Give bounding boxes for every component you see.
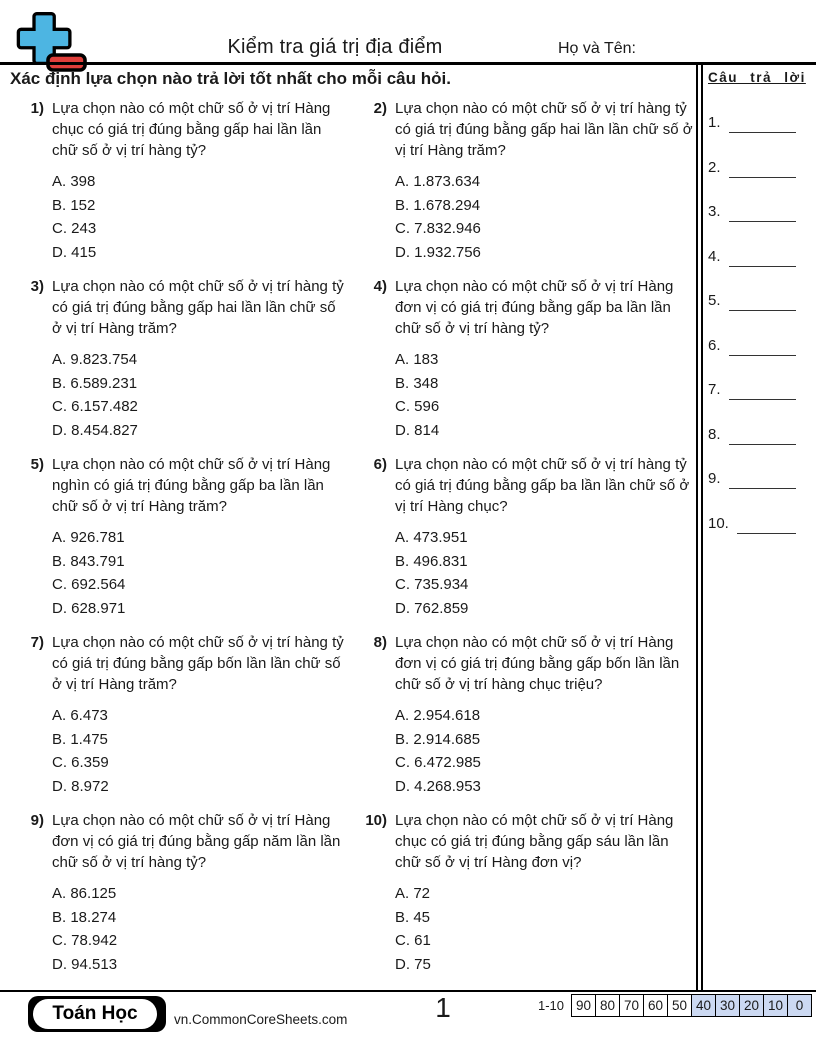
score-cell-60: 60 — [643, 995, 667, 1016]
choices — [395, 704, 694, 798]
name-label: Họ và Tên: — [558, 40, 636, 57]
page-title: Kiểm tra giá trị địa điểm — [227, 36, 443, 58]
question-1 — [16, 98, 349, 276]
answer-row-5 — [708, 289, 810, 311]
question-number: 3) — [30, 278, 44, 295]
answer-row-10 — [708, 512, 810, 534]
score-cell-80: 80 — [595, 995, 619, 1016]
choice-a: A. 6.473 — [52, 707, 108, 724]
choice-d: D. 415 — [52, 243, 97, 261]
answer-row-1 — [708, 111, 810, 133]
question-number: 4) — [373, 278, 387, 295]
question-text: Lựa chọn nào có một chữ số ở vị trí Hàng chục có giá trị đúng bằng gấp sáu lần lần chữ số ở vị trí Hàng đơn vị? — [395, 812, 674, 871]
choices — [52, 170, 349, 264]
question-number: 8) — [373, 634, 387, 651]
score-table — [538, 994, 812, 1017]
question-text: Lựa chọn nào có một chữ số ở vị trí Hàng nghìn có giá trị đúng bằng gấp ba lần lần chữ số ở vị trí Hàng trăm? — [52, 456, 331, 515]
question-number: 5) — [30, 456, 44, 473]
page-number: 1 — [435, 992, 451, 1023]
answer-blank-4[interactable] — [729, 248, 796, 267]
question-4 — [359, 276, 694, 454]
answer-number: 10. — [708, 514, 729, 532]
answer-list — [708, 111, 810, 534]
choice-d: D. 1.932.756 — [395, 243, 481, 261]
question-number: 10) — [365, 812, 387, 829]
answer-blank-6[interactable] — [729, 337, 796, 356]
choice-b: B. 1.475 — [52, 730, 108, 748]
score-cell-40: 40 — [691, 995, 715, 1016]
question-9 — [16, 810, 349, 988]
answer-number: 2. — [708, 158, 721, 176]
choice-a: A. 1.873.634 — [395, 173, 481, 190]
answers-panel — [708, 70, 810, 556]
choice-d: D. 814 — [395, 421, 440, 439]
question-text: Lựa chọn nào có một chữ số ở vị trí hàng tỷ có giá trị đúng bằng gấp hai lần lần chữ số ở vị trí Hàng trăm? — [52, 278, 344, 337]
choice-b: B. 1.678.294 — [395, 196, 481, 214]
answer-row-4 — [708, 245, 810, 267]
website-text: vn.CommonCoreSheets.com — [174, 1012, 348, 1027]
choice-a: A. 72 — [395, 885, 431, 902]
instruction-text: Xác định lựa chọn nào trả lời tốt nhất cho mỗi câu hỏi. — [10, 69, 451, 88]
choice-d: D. 762.859 — [395, 599, 469, 617]
choice-c: C. 692.564 — [52, 576, 126, 593]
answer-number: 8. — [708, 425, 721, 443]
choice-c: C. 596 — [395, 398, 440, 415]
answer-blank-1[interactable] — [729, 114, 796, 133]
choice-d: D. 8.454.827 — [52, 421, 138, 439]
answer-number: 7. — [708, 381, 721, 398]
choice-c: C. 6.472.985 — [395, 754, 481, 771]
choice-a: A. 926.781 — [52, 529, 125, 546]
choices — [52, 526, 349, 620]
choices — [395, 526, 694, 620]
choice-d: D. 75 — [395, 955, 431, 973]
choices — [395, 170, 694, 264]
question-10 — [359, 810, 694, 988]
score-cell-30: 30 — [715, 995, 739, 1016]
answer-blank-5[interactable] — [729, 292, 796, 311]
question-text: Lựa chọn nào có một chữ số ở vị trí Hàng đơn vị có giá trị đúng bằng gấp ba lần lần chữ số ở vị trí hàng tỷ? — [395, 278, 674, 337]
score-range-label: 1-10 — [537, 998, 564, 1013]
answer-blank-7[interactable] — [729, 381, 796, 400]
choice-c: C. 7.832.946 — [395, 220, 481, 237]
choice-c: C. 6.359 — [52, 754, 109, 771]
answer-number: 1. — [708, 114, 721, 131]
answer-row-6 — [708, 334, 810, 356]
question-number: 7) — [30, 634, 44, 651]
answer-row-7 — [708, 378, 810, 400]
choice-b: B. 6.589.231 — [52, 374, 138, 392]
choice-c: C. 61 — [395, 932, 431, 949]
choice-b: B. 843.791 — [52, 552, 125, 570]
choice-a: A. 473.951 — [395, 529, 468, 546]
answer-number: 6. — [708, 336, 721, 354]
question-3 — [16, 276, 349, 454]
question-text: Lựa chọn nào có một chữ số ở vị trí Hàng chục có giá trị đúng bằng gấp hai lần lần chữ số ở vị trí hàng tỷ? — [52, 100, 331, 159]
score-cell-20: 20 — [739, 995, 763, 1016]
choice-a: A. 2.954.618 — [395, 707, 481, 724]
score-cell-10: 10 — [763, 995, 787, 1016]
answer-blank-3[interactable] — [729, 203, 796, 222]
question-6 — [359, 454, 694, 632]
answer-blank-9[interactable] — [729, 470, 796, 489]
choice-a: A. 398 — [52, 173, 96, 190]
choice-c: C. 243 — [52, 220, 97, 237]
answer-row-9 — [708, 467, 810, 489]
score-cell-50: 50 — [667, 995, 691, 1016]
question-number: 6) — [373, 456, 387, 473]
score-cell-90: 90 — [572, 995, 595, 1016]
answer-number: 9. — [708, 470, 721, 487]
question-number: 9) — [30, 812, 44, 829]
choice-b: B. 348 — [395, 374, 439, 392]
choices — [52, 348, 349, 442]
choices — [395, 348, 694, 442]
choice-a: A. 183 — [395, 351, 439, 368]
question-text: Lựa chọn nào có một chữ số ở vị trí hàng tỷ có giá trị đúng bằng gấp ba lần lần chữ số ở vị trí Hàng chục? — [395, 456, 690, 515]
subject-badge-label: Toán Học — [33, 999, 157, 1029]
answer-number: 3. — [708, 203, 721, 220]
choices — [52, 704, 349, 798]
answers-column-divider — [696, 65, 703, 990]
question-7 — [16, 632, 349, 810]
choice-c: C. 735.934 — [395, 576, 469, 593]
answer-number: 4. — [708, 247, 721, 265]
choices — [395, 882, 694, 976]
questions-grid — [16, 98, 694, 988]
question-2 — [359, 98, 694, 276]
question-8 — [359, 632, 694, 810]
answer-row-2 — [708, 156, 810, 178]
question-number: 2) — [373, 100, 387, 117]
question-text: Lựa chọn nào có một chữ số ở vị trí hàng tỷ có giá trị đúng bằng gấp bốn lần lần chữ số ở vị trí Hàng trăm? — [52, 634, 344, 693]
choice-d: D. 4.268.953 — [395, 777, 481, 795]
choice-b: B. 2.914.685 — [395, 730, 481, 748]
answer-blank-10[interactable] — [737, 515, 796, 534]
score-cells — [571, 994, 812, 1017]
answer-blank-8[interactable] — [729, 426, 796, 445]
choice-a: A. 86.125 — [52, 885, 117, 902]
question-text: Lựa chọn nào có một chữ số ở vị trí hàng tỷ có giá trị đúng bằng gấp hai lần lần chữ số ở vị trí Hàng trăm? — [395, 100, 693, 159]
choice-a: A. 9.823.754 — [52, 351, 138, 368]
question-5 — [16, 454, 349, 632]
choices — [52, 882, 349, 976]
choice-c: C. 6.157.482 — [52, 398, 138, 415]
answer-blank-2[interactable] — [729, 159, 796, 178]
choice-b: B. 496.831 — [395, 552, 468, 570]
answer-row-8 — [708, 423, 810, 445]
choice-b: B. 152 — [52, 196, 96, 214]
score-cell-0: 0 — [787, 995, 811, 1016]
question-text: Lựa chọn nào có một chữ số ở vị trí Hàng đơn vị có giá trị đúng bằng gấp bốn lần lần chữ số ở vị trí hàng chục triệu? — [395, 634, 680, 693]
choice-c: C. 78.942 — [52, 932, 118, 949]
score-cell-70: 70 — [619, 995, 643, 1016]
choice-b: B. 18.274 — [52, 908, 117, 926]
question-number: 1) — [30, 100, 44, 117]
choice-d: D. 628.971 — [52, 599, 126, 617]
subject-badge — [28, 996, 166, 1032]
answer-row-3 — [708, 200, 810, 222]
choice-d: D. 8.972 — [52, 777, 109, 795]
answers-heading: Câu trả lời — [708, 70, 806, 85]
question-text: Lựa chọn nào có một chữ số ở vị trí Hàng đơn vị có giá trị đúng bằng gấp năm lần lần chữ số ở vị trí hàng tỷ? — [52, 812, 341, 871]
answer-number: 5. — [708, 292, 721, 309]
choice-b: B. 45 — [395, 908, 431, 926]
header-divider — [0, 62, 816, 65]
choice-d: D. 94.513 — [52, 955, 118, 973]
